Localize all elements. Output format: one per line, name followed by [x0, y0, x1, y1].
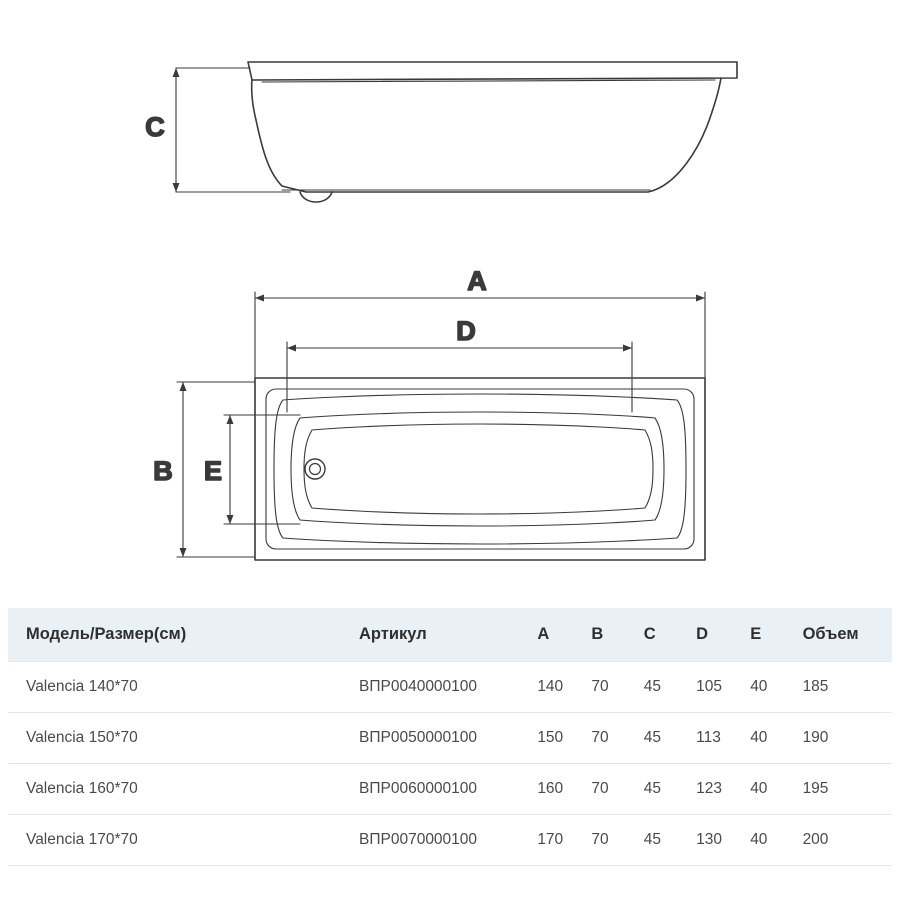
- cell-model: Valencia 150*70: [8, 713, 353, 764]
- header-e: E: [744, 608, 796, 662]
- cell-c: 45: [638, 764, 690, 815]
- dimension-label-C: C: [145, 112, 165, 142]
- cell-c: 45: [638, 662, 690, 713]
- drain-inner-icon: [310, 464, 321, 475]
- cell-c: 45: [638, 815, 690, 866]
- cell-a: 160: [531, 764, 585, 815]
- cell-model: Valencia 170*70: [8, 815, 353, 866]
- dimension-E: [224, 415, 300, 524]
- cell-volume: 190: [797, 713, 892, 764]
- cell-e: 40: [744, 713, 796, 764]
- cell-c: 45: [638, 713, 690, 764]
- top-rim-rect: [266, 389, 694, 549]
- top-outer-rect: [255, 378, 705, 560]
- cell-model: Valencia 160*70: [8, 764, 353, 815]
- top-bowl-inner: [304, 424, 653, 514]
- table-row: [8, 713, 892, 764]
- cell-d: 113: [690, 713, 744, 764]
- dimension-label-D: D: [456, 316, 476, 346]
- header-b: B: [585, 608, 637, 662]
- side-rim: [248, 62, 737, 80]
- side-elevation-view: [248, 62, 737, 202]
- cell-b: 70: [585, 662, 637, 713]
- cell-d: 123: [690, 764, 744, 815]
- cell-a: 140: [531, 662, 585, 713]
- table-row: [8, 815, 892, 866]
- cell-d: 130: [690, 815, 744, 866]
- cell-b: 70: [585, 764, 637, 815]
- cell-model: Valencia 140*70: [8, 662, 353, 713]
- cell-article: ВПР0040000100: [353, 662, 531, 713]
- specification-table-wrapper: [8, 608, 892, 866]
- dimension-A: [255, 292, 705, 378]
- cell-a: 170: [531, 815, 585, 866]
- cell-article: ВПР0070000100: [353, 815, 531, 866]
- dimension-label-A: A: [467, 266, 487, 296]
- drain-icon: [305, 459, 325, 479]
- side-body-outline: [252, 78, 721, 192]
- header-model: Модель/Размер(см): [8, 608, 353, 662]
- cell-b: 70: [585, 815, 637, 866]
- cell-article: ВПР0060000100: [353, 764, 531, 815]
- cell-e: 40: [744, 662, 796, 713]
- header-c: C: [638, 608, 690, 662]
- cell-volume: 195: [797, 764, 892, 815]
- header-a: A: [531, 608, 585, 662]
- side-foot: [300, 192, 332, 202]
- table-body: [8, 662, 892, 866]
- cell-article: ВПР0050000100: [353, 713, 531, 764]
- top-inner-rim: [274, 394, 686, 544]
- cell-e: 40: [744, 764, 796, 815]
- table-row: [8, 764, 892, 815]
- specification-table: [8, 608, 892, 866]
- table-row: [8, 662, 892, 713]
- dimension-label-E: E: [203, 456, 223, 486]
- header-article: Артикул: [353, 608, 531, 662]
- dimension-label-B: B: [153, 456, 173, 486]
- cell-b: 70: [585, 713, 637, 764]
- top-bowl-outline: [291, 412, 664, 526]
- header-d: D: [690, 608, 744, 662]
- table-header-row: [8, 608, 892, 662]
- cell-e: 40: [744, 815, 796, 866]
- cell-a: 150: [531, 713, 585, 764]
- top-plan-view: [255, 378, 705, 560]
- cell-volume: 200: [797, 815, 892, 866]
- dimension-D: [287, 342, 632, 412]
- cell-volume: 185: [797, 662, 892, 713]
- cell-d: 105: [690, 662, 744, 713]
- table-header: [8, 608, 892, 662]
- header-volume: Объем: [797, 608, 892, 662]
